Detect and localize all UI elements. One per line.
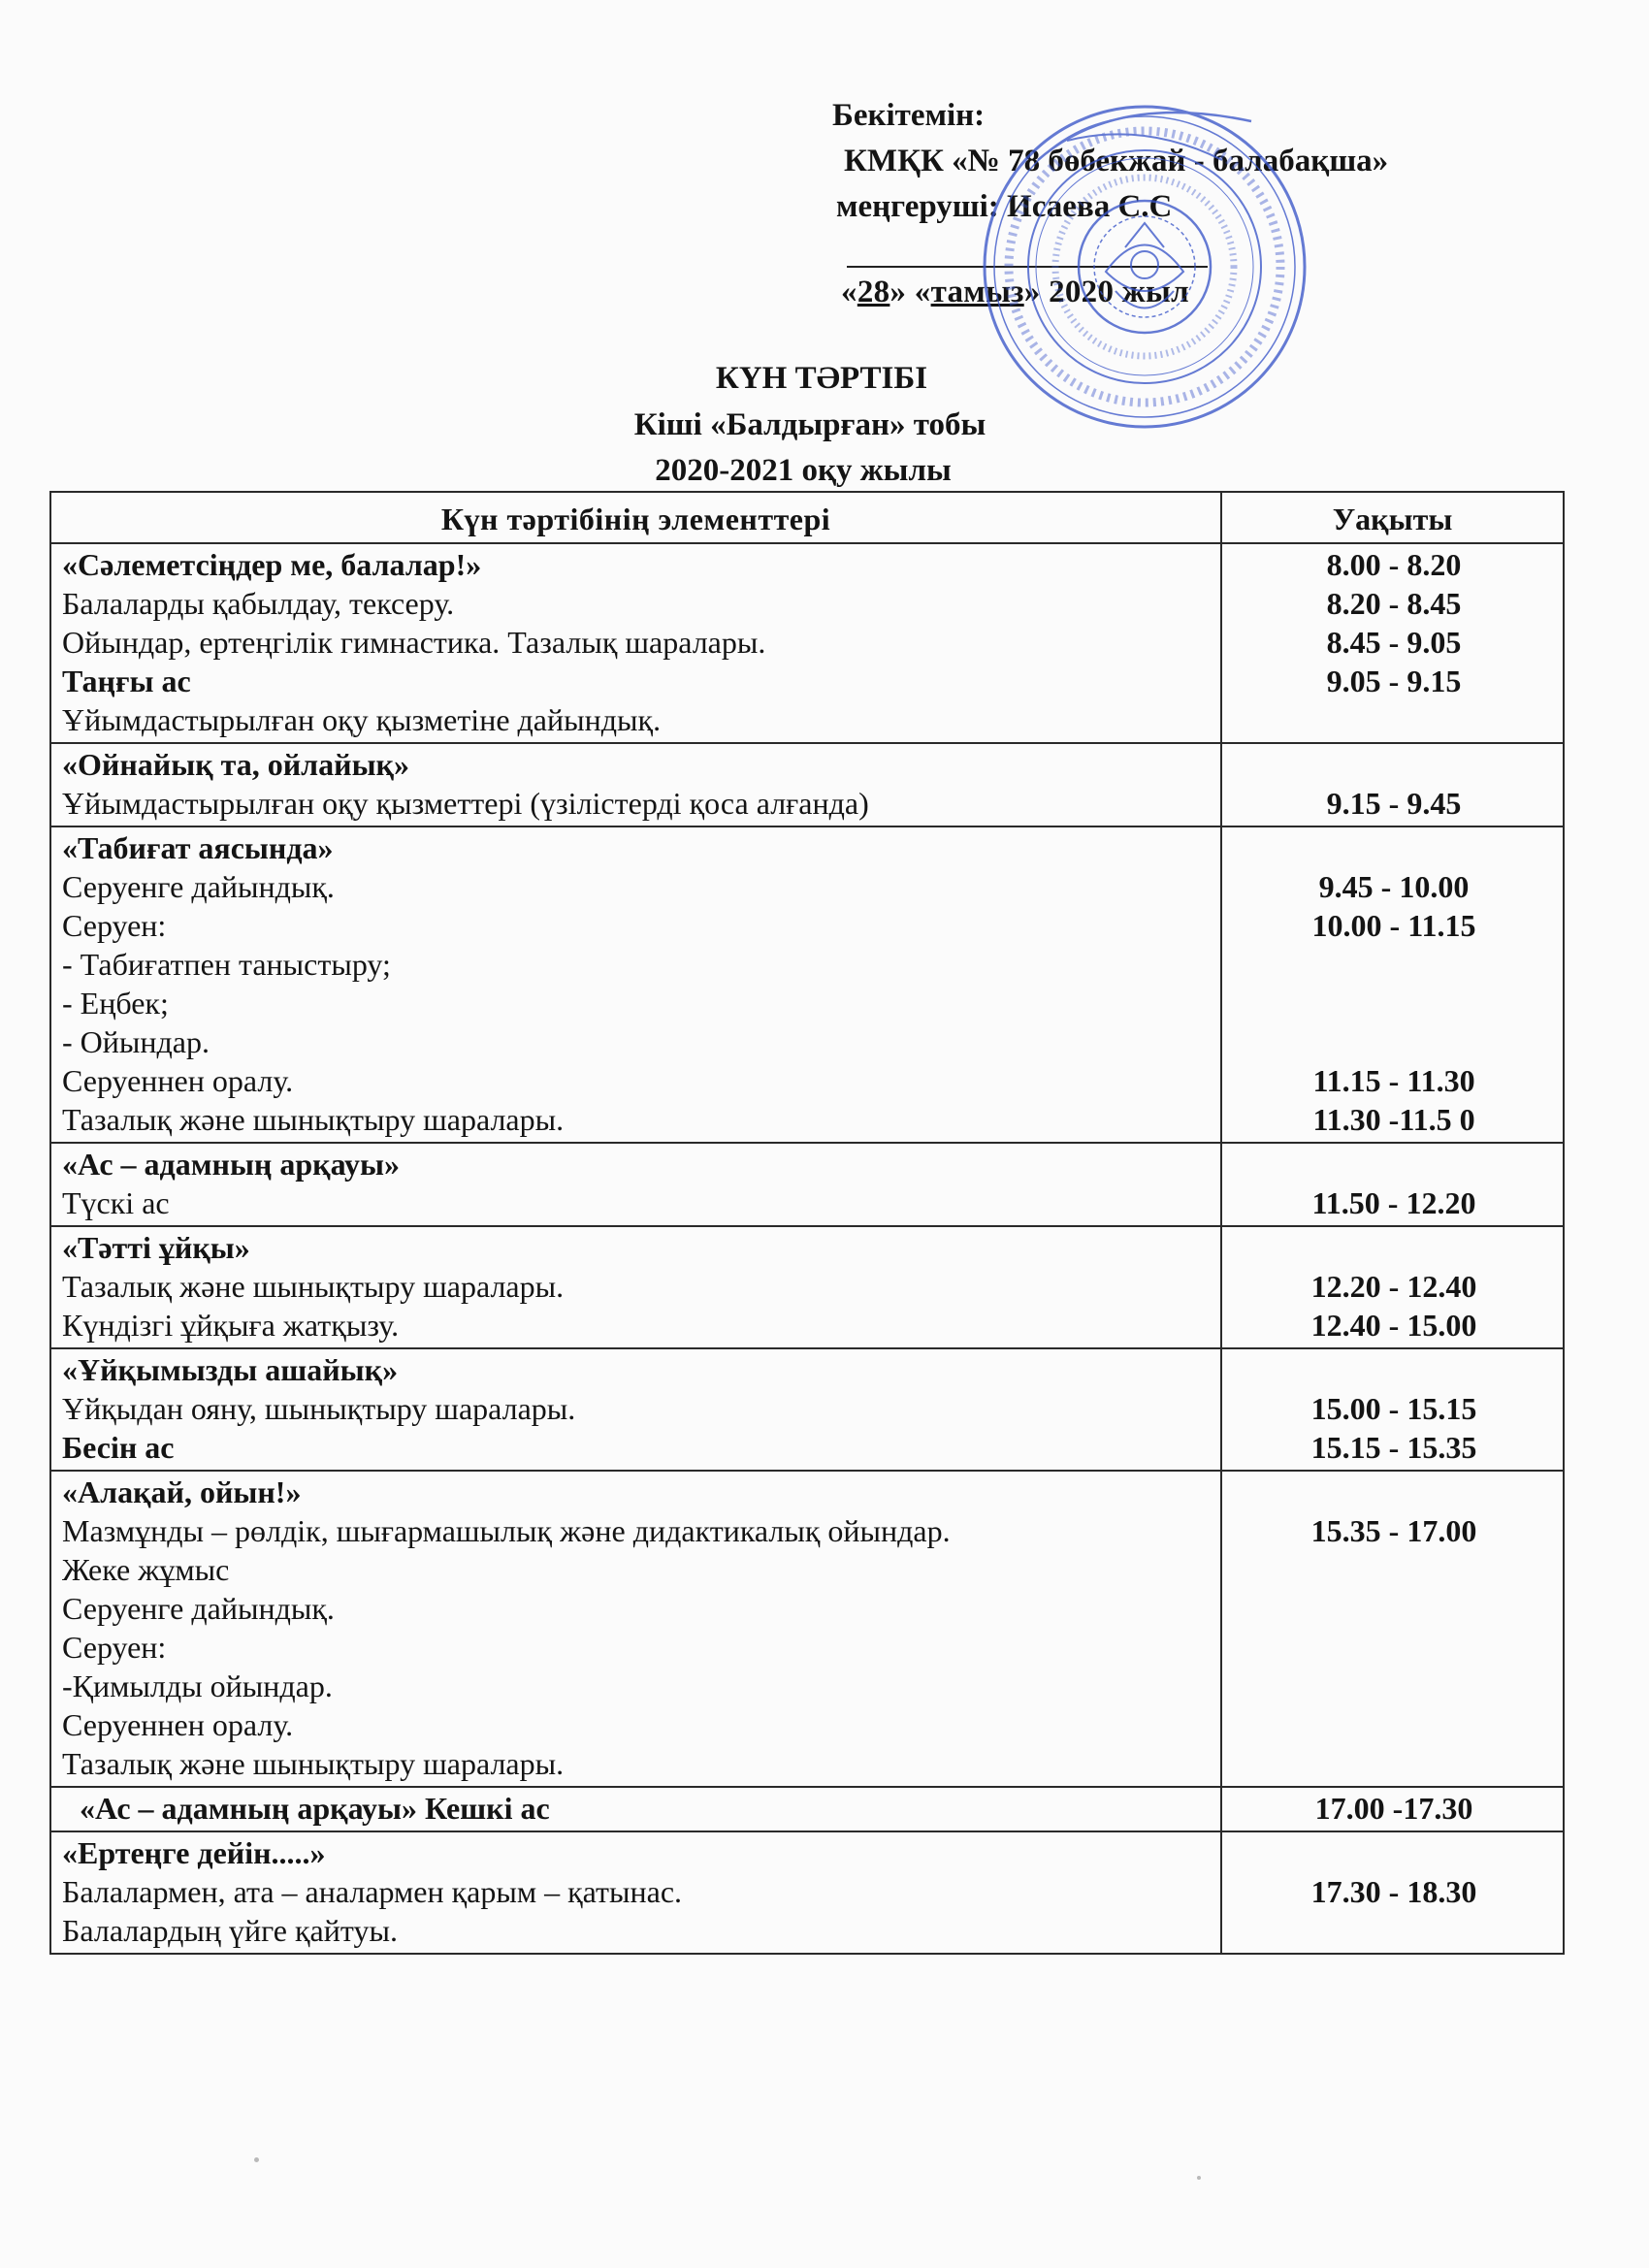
time-value: 15.00 - 15.15 bbox=[1310, 1391, 1477, 1426]
activity-cell bbox=[50, 743, 1221, 826]
list-item: Серуен: bbox=[62, 1630, 167, 1665]
section-title: «Ұйқымызды ашайық» bbox=[62, 1352, 399, 1387]
approval-date: «28» «тамыз» 2020 жыл bbox=[841, 275, 1189, 309]
time-value: 9.05 - 9.15 bbox=[1326, 664, 1462, 698]
table-row bbox=[50, 743, 1564, 826]
activity-cell bbox=[50, 1143, 1221, 1226]
approved-label: Бекітемін: bbox=[832, 98, 986, 133]
section-title: «Ертеңге дейін.....» bbox=[62, 1835, 326, 1870]
list-item: Тазалық және шынықтыру шаралары. bbox=[62, 1269, 565, 1304]
list-item: Балаларды қабылдау, тексеру. bbox=[62, 586, 455, 621]
time-cell bbox=[1221, 1787, 1564, 1831]
time-value: 12.20 - 12.40 bbox=[1310, 1269, 1477, 1304]
scan-speck bbox=[1197, 2176, 1201, 2180]
date-month: тамыз bbox=[930, 275, 1024, 309]
section-title: «Табиғат аясында» bbox=[62, 830, 334, 865]
list-item: Тазалық және шынықтыру шаралары. bbox=[62, 1746, 565, 1781]
list-item: Серуенге дайындық. bbox=[62, 1591, 335, 1626]
activity-cell bbox=[50, 1787, 1221, 1831]
time-cell bbox=[1221, 743, 1564, 826]
table-row bbox=[50, 1348, 1564, 1471]
list-item: Серуеннен оралу. bbox=[62, 1707, 294, 1742]
year-title: 2020-2021 оқу жылы bbox=[655, 453, 952, 488]
section-title: «Алақай, ойын!» bbox=[62, 1474, 302, 1509]
time-cell bbox=[1221, 826, 1564, 1143]
list-item: - Табиғатпен таныстыру; bbox=[62, 947, 391, 982]
time-cell bbox=[1221, 543, 1564, 743]
section-title: «Тәтті ұйқы» bbox=[62, 1230, 250, 1265]
list-item: Ұйқыдан ояну, шынықтыру шаралары. bbox=[62, 1391, 576, 1426]
activity-cell bbox=[50, 1831, 1221, 1954]
time-cell bbox=[1221, 1348, 1564, 1471]
list-item: Ұйымдастырылған оқу қызметтері (үзілістерді қоса алғанда) bbox=[62, 786, 869, 821]
table-row bbox=[50, 826, 1564, 1143]
time-cell bbox=[1221, 1831, 1564, 1954]
time-value: 11.50 - 12.20 bbox=[1311, 1185, 1476, 1220]
time-value: 9.15 - 9.45 bbox=[1326, 786, 1462, 821]
group-title: Кіші «Балдырған» тобы bbox=[633, 407, 986, 442]
list-item: Серуенге дайындық. bbox=[62, 869, 335, 904]
table-row bbox=[50, 1143, 1564, 1226]
list-item: Серуеннен оралу. bbox=[62, 1063, 294, 1098]
list-item: Тазалық және шынықтыру шаралары. bbox=[62, 1102, 565, 1137]
time-value: 8.20 - 8.45 bbox=[1326, 586, 1462, 621]
time-value: 10.00 - 11.15 bbox=[1311, 908, 1476, 943]
date-day: 28 bbox=[857, 275, 890, 309]
table-row bbox=[50, 1787, 1564, 1831]
date-year: 2020 жыл bbox=[1049, 275, 1189, 309]
section-title: «Ас – адамның арқауы» Кешкі ас bbox=[80, 1791, 550, 1826]
table-row bbox=[50, 1226, 1564, 1348]
header-time: Уақыты bbox=[1221, 492, 1564, 543]
table-row bbox=[50, 1471, 1564, 1787]
list-item: Таңғы ас bbox=[62, 664, 191, 698]
list-item: Мазмұнды – рөлдік, шығармашылық және дидактикалық ойындар. bbox=[62, 1513, 951, 1548]
section-title: «Ойнайық та, ойлайық» bbox=[62, 747, 409, 782]
list-item: - Еңбек; bbox=[62, 986, 169, 1021]
time-value: 17.30 - 18.30 bbox=[1310, 1874, 1477, 1909]
signature-line bbox=[847, 266, 1208, 268]
list-item: -Қимылды ойындар. bbox=[62, 1669, 333, 1703]
time-value: 12.40 - 15.00 bbox=[1310, 1308, 1477, 1343]
document-title: КҮН ТӘРТІБІ bbox=[715, 361, 928, 396]
list-item: Ойындар, ертеңгілік гимнастика. Тазалық шаралары. bbox=[62, 625, 766, 660]
list-item: Күндізгі ұйқыға жатқызу. bbox=[62, 1308, 400, 1343]
list-item: Балалардың үйге қайтуы. bbox=[62, 1913, 398, 1948]
list-item: Балалармен, ата – аналармен қарым – қатынас. bbox=[62, 1874, 683, 1909]
list-item: Ұйымдастырылған оқу қызметіне дайындық. bbox=[62, 702, 662, 737]
list-item: Түскі ас bbox=[62, 1185, 170, 1220]
time-value: 17.00 -17.30 bbox=[1314, 1791, 1473, 1826]
time-cell bbox=[1221, 1226, 1564, 1348]
time-value: 9.45 - 10.00 bbox=[1318, 869, 1470, 904]
list-item: Бесін ас bbox=[62, 1430, 175, 1465]
activity-cell bbox=[50, 826, 1221, 1143]
time-cell bbox=[1221, 1471, 1564, 1787]
list-item: Серуен: bbox=[62, 908, 167, 943]
approval-block bbox=[832, 93, 1388, 230]
activity-cell bbox=[50, 1471, 1221, 1787]
table-row bbox=[50, 1831, 1564, 1954]
activity-cell bbox=[50, 1226, 1221, 1348]
list-item: Жеке жұмыс bbox=[62, 1552, 230, 1587]
section-title: «Сәлеметсіңдер ме, балалар!» bbox=[62, 547, 482, 582]
time-cell bbox=[1221, 1143, 1564, 1226]
table-header-row bbox=[50, 492, 1564, 543]
time-value: 11.15 - 11.30 bbox=[1312, 1063, 1475, 1098]
time-value: 15.15 - 15.35 bbox=[1310, 1430, 1477, 1465]
schedule-table bbox=[49, 491, 1565, 1955]
scan-speck bbox=[254, 2157, 259, 2162]
activity-cell bbox=[50, 543, 1221, 743]
activity-cell bbox=[50, 1348, 1221, 1471]
header-elements: Күн тәртібінің элементтері bbox=[50, 492, 1221, 543]
list-item: - Ойындар. bbox=[62, 1024, 210, 1059]
head-name: меңгеруші: Исаева С.С bbox=[836, 189, 1173, 224]
time-value: 15.35 - 17.00 bbox=[1310, 1513, 1477, 1548]
time-value: 11.30 -11.5 0 bbox=[1312, 1102, 1475, 1137]
time-value: 8.45 - 9.05 bbox=[1326, 625, 1462, 660]
section-title: «Ас – адамның арқауы» bbox=[62, 1147, 400, 1182]
table-row bbox=[50, 543, 1564, 743]
time-value: 8.00 - 8.20 bbox=[1326, 547, 1462, 582]
organization-name: КМҚК «№ 78 бөбекжай - балабақша» bbox=[844, 144, 1389, 178]
